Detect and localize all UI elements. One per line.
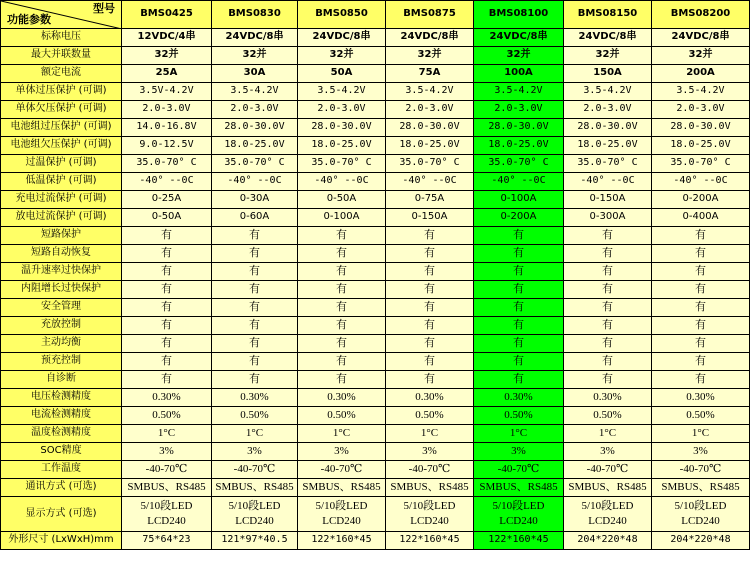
spec-cell: 有 bbox=[652, 299, 750, 317]
row-label: 通讯方式 (可选) bbox=[1, 479, 122, 497]
spec-cell: 0.50% bbox=[652, 407, 750, 425]
spec-cell: 0-50A bbox=[298, 191, 386, 209]
model-header-bms0425: BMS0425 bbox=[122, 1, 212, 29]
display-line-1: 5/10段LED bbox=[228, 500, 281, 512]
spec-row bbox=[1, 443, 750, 461]
spec-cell: 35.0-70° C bbox=[474, 155, 564, 173]
spec-cell: 有 bbox=[474, 371, 564, 389]
corner-cell bbox=[1, 1, 122, 29]
model-header-bms0850: BMS0850 bbox=[298, 1, 386, 29]
display-line-2: LCD240 bbox=[235, 515, 274, 527]
spec-cell: 有 bbox=[298, 335, 386, 353]
spec-cell: 0.50% bbox=[122, 407, 212, 425]
spec-cell: 有 bbox=[652, 335, 750, 353]
spec-cell: 有 bbox=[122, 335, 212, 353]
spec-cell: 0.50% bbox=[564, 407, 652, 425]
spec-row bbox=[1, 532, 750, 550]
spec-cell: -40° --0C bbox=[386, 173, 474, 191]
spec-cell: 24VDC/8串 bbox=[386, 29, 474, 47]
spec-cell: -40° --0C bbox=[298, 173, 386, 191]
spec-cell: 32并 bbox=[298, 47, 386, 65]
display-line-1: 5/10段LED bbox=[403, 500, 456, 512]
spec-cell: -40-70℃ bbox=[298, 461, 386, 479]
spec-cell bbox=[122, 497, 212, 532]
spec-cell: 204*220*48 bbox=[652, 532, 750, 550]
spec-cell: 25A bbox=[122, 65, 212, 83]
spec-cell: 0.30% bbox=[212, 389, 298, 407]
display-line-2: LCD240 bbox=[410, 515, 449, 527]
spec-cell: 32并 bbox=[564, 47, 652, 65]
spec-cell: 100A bbox=[474, 65, 564, 83]
spec-row bbox=[1, 101, 750, 119]
spec-cell: 3.5-4.2V bbox=[474, 83, 564, 101]
spec-cell: 50A bbox=[298, 65, 386, 83]
spec-cell: 28.0-30.0V bbox=[474, 119, 564, 137]
display-line-1: 5/10段LED bbox=[140, 500, 193, 512]
spec-cell: 0-150A bbox=[386, 209, 474, 227]
spec-row bbox=[1, 119, 750, 137]
spec-row bbox=[1, 263, 750, 281]
spec-row bbox=[1, 83, 750, 101]
spec-cell: 有 bbox=[474, 263, 564, 281]
spec-cell: -40-70℃ bbox=[564, 461, 652, 479]
spec-cell: 有 bbox=[652, 317, 750, 335]
spec-cell: -40° --0C bbox=[474, 173, 564, 191]
spec-cell: 有 bbox=[298, 299, 386, 317]
row-label: 外形尺寸 (LxWxH)mm bbox=[1, 532, 122, 550]
spec-cell: 18.0-25.0V bbox=[564, 137, 652, 155]
row-label: 单体欠压保护 (可调) bbox=[1, 101, 122, 119]
spec-cell: SMBUS、RS485 bbox=[474, 479, 564, 497]
spec-cell: 3% bbox=[386, 443, 474, 461]
spec-cell: 24VDC/8串 bbox=[652, 29, 750, 47]
spec-cell: 有 bbox=[652, 245, 750, 263]
row-label: 标称电压 bbox=[1, 29, 122, 47]
spec-cell: 3% bbox=[564, 443, 652, 461]
spec-row bbox=[1, 281, 750, 299]
display-line-2: LCD240 bbox=[147, 515, 186, 527]
spec-cell: 有 bbox=[298, 245, 386, 263]
row-label: 温度检测精度 bbox=[1, 425, 122, 443]
spec-row bbox=[1, 209, 750, 227]
spec-cell: 3% bbox=[652, 443, 750, 461]
row-label: 自诊断 bbox=[1, 371, 122, 389]
spec-row bbox=[1, 29, 750, 47]
spec-cell: 3% bbox=[298, 443, 386, 461]
spec-cell bbox=[212, 497, 298, 532]
model-header-bms08200: BMS08200 bbox=[652, 1, 750, 29]
spec-cell: 1°C bbox=[386, 425, 474, 443]
spec-cell: 有 bbox=[564, 245, 652, 263]
spec-row bbox=[1, 353, 750, 371]
spec-row bbox=[1, 299, 750, 317]
spec-cell: 有 bbox=[474, 353, 564, 371]
spec-cell: 35.0-70° C bbox=[652, 155, 750, 173]
spec-cell: 28.0-30.0V bbox=[212, 119, 298, 137]
row-label: 额定电流 bbox=[1, 65, 122, 83]
spec-cell: 有 bbox=[474, 335, 564, 353]
spec-cell: 18.0-25.0V bbox=[386, 137, 474, 155]
spec-cell: 28.0-30.0V bbox=[564, 119, 652, 137]
row-label: 预充控制 bbox=[1, 353, 122, 371]
spec-cell: 0-75A bbox=[386, 191, 474, 209]
row-label: 显示方式 (可选) bbox=[1, 497, 122, 532]
spec-cell: 有 bbox=[652, 263, 750, 281]
row-label: 电压检测精度 bbox=[1, 389, 122, 407]
spec-cell: 24VDC/8串 bbox=[298, 29, 386, 47]
spec-cell: 有 bbox=[652, 353, 750, 371]
spec-cell: 有 bbox=[122, 227, 212, 245]
spec-cell: 有 bbox=[122, 299, 212, 317]
row-label: 充电过流保护 (可调) bbox=[1, 191, 122, 209]
spec-cell: 35.0-70° C bbox=[564, 155, 652, 173]
spec-cell: 有 bbox=[652, 281, 750, 299]
spec-cell: 有 bbox=[212, 227, 298, 245]
spec-cell: 有 bbox=[564, 317, 652, 335]
spec-cell: SMBUS、RS485 bbox=[652, 479, 750, 497]
spec-cell: 75*64*23 bbox=[122, 532, 212, 550]
spec-cell: 有 bbox=[212, 299, 298, 317]
spec-cell: 有 bbox=[122, 353, 212, 371]
spec-cell: SMBUS、RS485 bbox=[122, 479, 212, 497]
row-label: 低温保护 (可调) bbox=[1, 173, 122, 191]
spec-cell: -40-70℃ bbox=[122, 461, 212, 479]
spec-cell: 28.0-30.0V bbox=[298, 119, 386, 137]
spec-cell: 32并 bbox=[122, 47, 212, 65]
spec-cell: 0.30% bbox=[564, 389, 652, 407]
spec-cell: 24VDC/8串 bbox=[564, 29, 652, 47]
spec-cell: 有 bbox=[298, 263, 386, 281]
spec-row bbox=[1, 461, 750, 479]
spec-cell: -40-70℃ bbox=[212, 461, 298, 479]
corner-function-label: 功能参数 bbox=[7, 13, 51, 27]
spec-cell: 有 bbox=[386, 299, 474, 317]
spec-cell: 有 bbox=[386, 317, 474, 335]
spec-cell: 0-60A bbox=[212, 209, 298, 227]
row-label: 过温保护 (可调) bbox=[1, 155, 122, 173]
corner-model-label: 型号 bbox=[93, 2, 115, 15]
spec-cell: 0-300A bbox=[564, 209, 652, 227]
spec-cell: 122*160*45 bbox=[298, 532, 386, 550]
row-label: 短路自动恢复 bbox=[1, 245, 122, 263]
spec-cell: 200A bbox=[652, 65, 750, 83]
spec-cell: 24VDC/8串 bbox=[474, 29, 564, 47]
row-label: SOC精度 bbox=[1, 443, 122, 461]
spec-cell: SMBUS、RS485 bbox=[564, 479, 652, 497]
spec-cell: 30A bbox=[212, 65, 298, 83]
spec-cell: 有 bbox=[212, 371, 298, 389]
spec-cell: SMBUS、RS485 bbox=[386, 479, 474, 497]
spec-cell: 有 bbox=[564, 335, 652, 353]
spec-cell: 0.50% bbox=[474, 407, 564, 425]
spec-cell: 32并 bbox=[474, 47, 564, 65]
spec-cell: 14.0-16.8V bbox=[122, 119, 212, 137]
spec-cell: 有 bbox=[564, 299, 652, 317]
spec-cell: 28.0-30.0V bbox=[386, 119, 474, 137]
spec-cell: 3% bbox=[212, 443, 298, 461]
spec-cell: 1°C bbox=[122, 425, 212, 443]
display-line-1: 5/10段LED bbox=[674, 500, 727, 512]
row-label: 最大并联数量 bbox=[1, 47, 122, 65]
spec-cell: SMBUS、RS485 bbox=[298, 479, 386, 497]
spec-cell: 0.50% bbox=[298, 407, 386, 425]
row-label: 短路保护 bbox=[1, 227, 122, 245]
display-line-2: LCD240 bbox=[499, 515, 538, 527]
spec-cell: 35.0-70° C bbox=[386, 155, 474, 173]
spec-cell: 18.0-25.0V bbox=[212, 137, 298, 155]
spec-cell: 有 bbox=[212, 281, 298, 299]
spec-cell: 有 bbox=[386, 281, 474, 299]
spec-cell: 0-30A bbox=[212, 191, 298, 209]
spec-cell: 2.0-3.0V bbox=[122, 101, 212, 119]
spec-row bbox=[1, 371, 750, 389]
spec-row bbox=[1, 389, 750, 407]
spec-cell: 有 bbox=[474, 299, 564, 317]
spec-cell: 150A bbox=[564, 65, 652, 83]
spec-cell: 2.0-3.0V bbox=[652, 101, 750, 119]
spec-cell: 有 bbox=[212, 335, 298, 353]
spec-cell: 0.30% bbox=[122, 389, 212, 407]
spec-cell: 0-100A bbox=[474, 191, 564, 209]
model-header-bms0875: BMS0875 bbox=[386, 1, 474, 29]
spec-cell: -40° --0C bbox=[122, 173, 212, 191]
spec-cell: 有 bbox=[474, 281, 564, 299]
row-label: 主动均衡 bbox=[1, 335, 122, 353]
spec-cell bbox=[652, 497, 750, 532]
spec-cell: 有 bbox=[652, 227, 750, 245]
spec-cell: 0-25A bbox=[122, 191, 212, 209]
spec-cell: 28.0-30.0V bbox=[652, 119, 750, 137]
spec-cell: 有 bbox=[564, 227, 652, 245]
spec-cell: 1°C bbox=[212, 425, 298, 443]
spec-cell: 204*220*48 bbox=[564, 532, 652, 550]
spec-cell bbox=[474, 497, 564, 532]
spec-cell: 有 bbox=[212, 353, 298, 371]
spec-cell: 35.0-70° C bbox=[298, 155, 386, 173]
spec-cell: 有 bbox=[564, 281, 652, 299]
spec-cell: 有 bbox=[122, 317, 212, 335]
header-row bbox=[1, 1, 750, 29]
spec-cell: 有 bbox=[386, 245, 474, 263]
spec-cell bbox=[298, 497, 386, 532]
spec-cell bbox=[386, 497, 474, 532]
spec-cell: 0.30% bbox=[474, 389, 564, 407]
spec-cell: 9.0-12.5V bbox=[122, 137, 212, 155]
spec-cell: 有 bbox=[298, 317, 386, 335]
spec-cell: 有 bbox=[386, 227, 474, 245]
spec-cell: 有 bbox=[122, 245, 212, 263]
spec-cell: 有 bbox=[298, 353, 386, 371]
spec-cell: 18.0-25.0V bbox=[298, 137, 386, 155]
spec-row bbox=[1, 479, 750, 497]
spec-cell: 3% bbox=[122, 443, 212, 461]
spec-cell bbox=[564, 497, 652, 532]
row-label: 电池组欠压保护 (可调) bbox=[1, 137, 122, 155]
spec-cell: 有 bbox=[652, 371, 750, 389]
spec-cell: 3.5-4.2V bbox=[386, 83, 474, 101]
spec-cell: 35.0-70° C bbox=[122, 155, 212, 173]
spec-cell: 有 bbox=[386, 371, 474, 389]
spec-cell: -40° --0C bbox=[652, 173, 750, 191]
row-label: 安全管理 bbox=[1, 299, 122, 317]
spec-cell: 0-200A bbox=[474, 209, 564, 227]
spec-cell: 有 bbox=[474, 245, 564, 263]
spec-cell: 有 bbox=[474, 227, 564, 245]
spec-cell: 0.30% bbox=[298, 389, 386, 407]
spec-cell: 3.5-4.2V bbox=[212, 83, 298, 101]
spec-row bbox=[1, 227, 750, 245]
spec-cell: 122*160*45 bbox=[474, 532, 564, 550]
spec-row bbox=[1, 47, 750, 65]
spec-cell: 有 bbox=[298, 227, 386, 245]
spec-cell: 18.0-25.0V bbox=[652, 137, 750, 155]
spec-cell: 75A bbox=[386, 65, 474, 83]
spec-cell: 32并 bbox=[652, 47, 750, 65]
spec-cell: -40-70℃ bbox=[386, 461, 474, 479]
row-label: 单体过压保护 (可调) bbox=[1, 83, 122, 101]
spec-cell: 3.5-4.2V bbox=[298, 83, 386, 101]
spec-cell: 3.5-4.2V bbox=[564, 83, 652, 101]
spec-cell: 有 bbox=[122, 281, 212, 299]
spec-row bbox=[1, 497, 750, 532]
spec-row bbox=[1, 137, 750, 155]
row-label: 电流检测精度 bbox=[1, 407, 122, 425]
spec-cell: 有 bbox=[212, 245, 298, 263]
spec-cell: 有 bbox=[298, 281, 386, 299]
spec-row bbox=[1, 65, 750, 83]
spec-cell: -40° --0C bbox=[212, 173, 298, 191]
spec-cell: 有 bbox=[386, 263, 474, 281]
spec-cell: 12VDC/4串 bbox=[122, 29, 212, 47]
spec-cell: 有 bbox=[212, 317, 298, 335]
spec-cell: 1°C bbox=[474, 425, 564, 443]
spec-cell: 122*160*45 bbox=[386, 532, 474, 550]
row-label: 内阻增长过快保护 bbox=[1, 281, 122, 299]
spec-cell: 0-50A bbox=[122, 209, 212, 227]
spec-cell: 有 bbox=[212, 263, 298, 281]
display-line-2: LCD240 bbox=[588, 515, 627, 527]
spec-cell: -40° --0C bbox=[564, 173, 652, 191]
spec-row bbox=[1, 317, 750, 335]
spec-cell: 32并 bbox=[386, 47, 474, 65]
spec-cell: -40-70℃ bbox=[652, 461, 750, 479]
spec-cell: 24VDC/8串 bbox=[212, 29, 298, 47]
display-line-1: 5/10段LED bbox=[315, 500, 368, 512]
spec-cell: 3% bbox=[474, 443, 564, 461]
spec-cell: 有 bbox=[122, 263, 212, 281]
spec-cell: 0.50% bbox=[386, 407, 474, 425]
row-label: 放电过流保护 (可调) bbox=[1, 209, 122, 227]
spec-cell: SMBUS、RS485 bbox=[212, 479, 298, 497]
spec-cell: 121*97*40.5 bbox=[212, 532, 298, 550]
spec-cell: 有 bbox=[386, 353, 474, 371]
spec-cell: 0-150A bbox=[564, 191, 652, 209]
display-line-2: LCD240 bbox=[681, 515, 720, 527]
spec-cell: 2.0-3.0V bbox=[474, 101, 564, 119]
spec-cell: 有 bbox=[298, 371, 386, 389]
spec-row bbox=[1, 425, 750, 443]
spec-cell: 有 bbox=[564, 353, 652, 371]
spec-cell: 有 bbox=[564, 263, 652, 281]
spec-cell: 0-400A bbox=[652, 209, 750, 227]
row-label: 工作温度 bbox=[1, 461, 122, 479]
spec-cell: 1°C bbox=[652, 425, 750, 443]
spec-cell: 2.0-3.0V bbox=[298, 101, 386, 119]
spec-row bbox=[1, 407, 750, 425]
spec-cell: 32并 bbox=[212, 47, 298, 65]
spec-cell: 1°C bbox=[564, 425, 652, 443]
row-label: 充放控制 bbox=[1, 317, 122, 335]
spec-row bbox=[1, 245, 750, 263]
spec-cell: 35.0-70° C bbox=[212, 155, 298, 173]
spec-cell: 3.5-4.2V bbox=[652, 83, 750, 101]
spec-cell: 0.30% bbox=[386, 389, 474, 407]
spec-cell: 0.30% bbox=[652, 389, 750, 407]
display-line-1: 5/10段LED bbox=[581, 500, 634, 512]
spec-cell: -40-70℃ bbox=[474, 461, 564, 479]
spec-cell: 3.5V-4.2V bbox=[122, 83, 212, 101]
spec-cell: 2.0-3.0V bbox=[212, 101, 298, 119]
spec-cell: 18.0-25.0V bbox=[474, 137, 564, 155]
spec-row bbox=[1, 173, 750, 191]
display-line-2: LCD240 bbox=[322, 515, 361, 527]
spec-cell: 2.0-3.0V bbox=[386, 101, 474, 119]
spec-row bbox=[1, 191, 750, 209]
spec-cell: 0-100A bbox=[298, 209, 386, 227]
spec-cell: 有 bbox=[386, 335, 474, 353]
spec-row bbox=[1, 335, 750, 353]
spec-cell: 有 bbox=[122, 371, 212, 389]
model-header-bms08100: BMS08100 bbox=[474, 1, 564, 29]
display-line-1: 5/10段LED bbox=[492, 500, 545, 512]
spec-row bbox=[1, 155, 750, 173]
model-header-bms08150: BMS08150 bbox=[564, 1, 652, 29]
spec-cell: 0-200A bbox=[652, 191, 750, 209]
spec-cell: 2.0-3.0V bbox=[564, 101, 652, 119]
spec-cell: 0.50% bbox=[212, 407, 298, 425]
model-header-bms0830: BMS0830 bbox=[212, 1, 298, 29]
row-label: 电池组过压保护 (可调) bbox=[1, 119, 122, 137]
spec-cell: 1°C bbox=[298, 425, 386, 443]
spec-cell: 有 bbox=[474, 317, 564, 335]
row-label: 温升速率过快保护 bbox=[1, 263, 122, 281]
spec-cell: 有 bbox=[564, 371, 652, 389]
